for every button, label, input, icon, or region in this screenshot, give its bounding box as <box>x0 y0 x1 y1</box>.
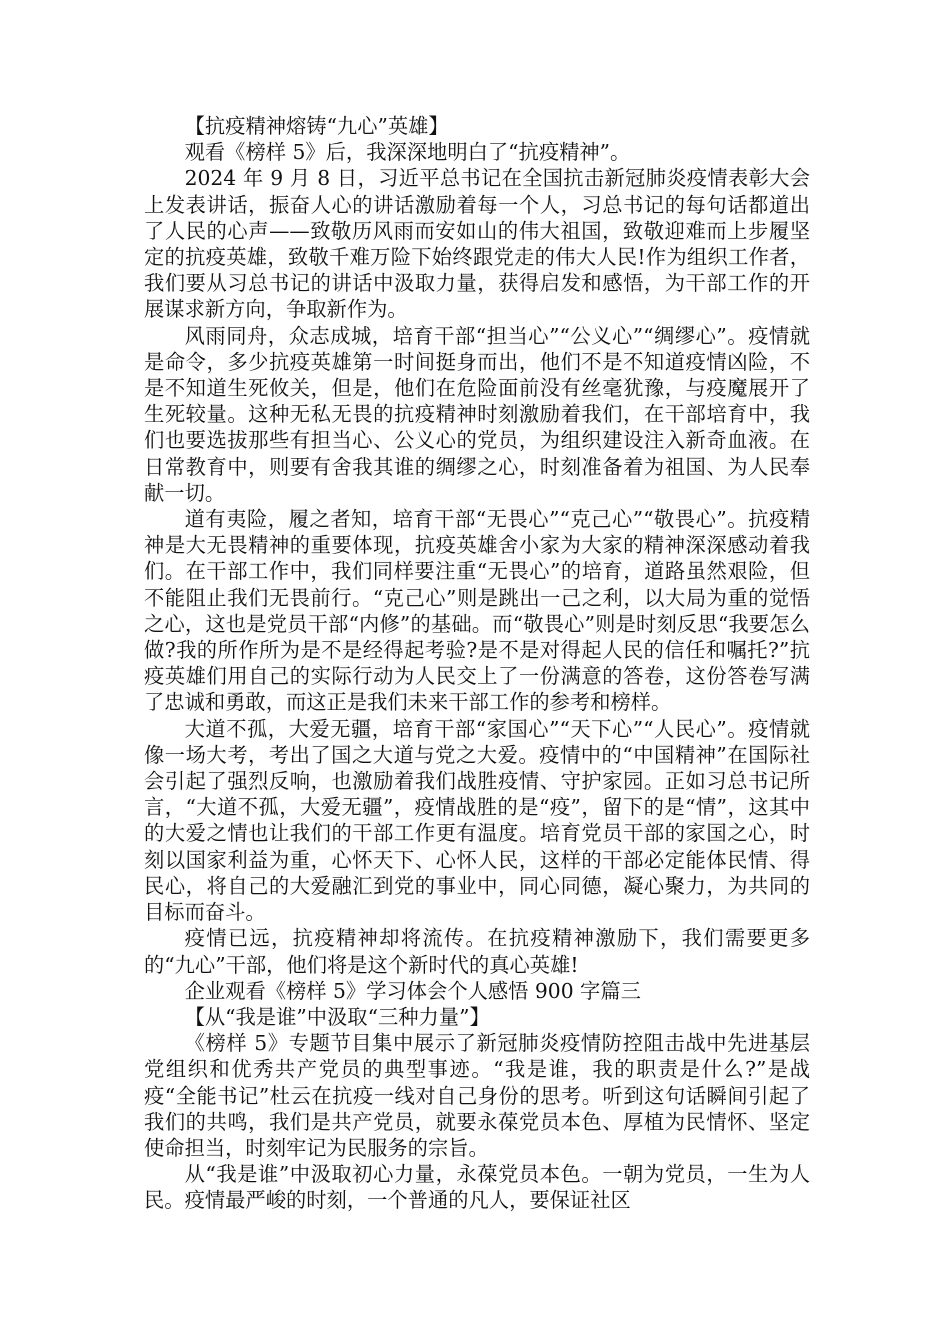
paragraph: 道有夷险，履之者知，培育干部“无畏心”“克己心”“敬畏心”。抗疫精神是大无畏精神的重要体现，抗疫英雄舍小家为大家的精神深深感动着我们。在干部工作中，我们同样要注重“无畏心”的培育，道路虽然艰险，但不能阻止我们无畏前行。“克己心”则是跳出一己之利，以大局为重的觉悟之心，这也是党员干部“内修”的基础。而“敬畏心”则是时刻反思“我要怎么做?我的所作所为是不是经得起考验?是不是对得起人民的信任和嘱托?”抗疫英雄们用自己的实际行动为人民交上了一份满意的答卷，这份答卷写满了忠诚和勇敢，而这正是我们未来干部工作的参考和榜样。 <box>144 507 810 715</box>
paragraph: 疫情已远，抗疫精神却将流传。在抗疫精神激励下，我们需要更多的“九心”干部，他们将是这个新时代的真心英雄! <box>144 926 810 977</box>
section-heading: 【抗疫精神熔铸“九心”英雄】 <box>184 114 449 138</box>
article-title: 企业观看《榜样 5》学习体会个人感悟 900 字篇三 <box>184 978 641 1003</box>
paragraph: 《榜样 5》专题节目集中展示了新冠肺炎疫情防控阻击战中先进基层党组织和优秀共产党员的典型事迹。“我是谁，我的职责是什么?”是战疫“全能书记”杜云在抗疫一线对自己身份的思考。听到这句话瞬间引起了我们的共鸣，我们是共产党员，就要永葆党员本色、厚植为民情怀、坚定使命担当，时刻牢记为民服务的宗旨。 <box>144 1031 810 1160</box>
paragraph: 观看《榜样 5》后，我深深地明白了“抗疫精神”。 <box>184 140 631 165</box>
paragraph: 大道不孤，大爱无疆，培育干部“家国心”“天下心”“人民心”。疫情就像一场大考，考出了国之大道与党之大爱。疫情中的“中国精神”在国际社会引起了强烈反响，也激励着我们战胜疫情、守护家园。正如习总书记所言，“大道不孤，大爱无疆”，疫情战胜的是“疫”，留下的是“情”，这其中的大爱之情也让我们的干部工作更有温度。培育党员干部的家国之心，时刻以国家利益为重，心怀天下、心怀人民，这样的干部必定能体民情、得民心，将自己的大爱融汇到党的事业中，同心同德，凝心聚力，为共同的目标而奋斗。 <box>144 716 810 925</box>
paragraph: 从“我是谁”中汲取初心力量，永葆党员本色。一朝为党员，一生为人民。疫情最严峻的时刻，一个普通的凡人，要保证社区 <box>144 1162 810 1213</box>
paragraph: 2024 年 9 月 8 日，习近平总书记在全国抗击新冠肺炎疫情表彰大会上发表讲话，振奋人心的讲话激励着每一个人，习总书记的每句话都道出了人民的心声——致敬历风雨而安如山的伟大祖国，致敬迎难而上步履坚定的抗疫英雄，致敬千难万险下始终跟党走的伟大人民!作为组织工作者，我们要从习总书记的讲话中汲取力量，获得启发和感悟，为干部工作的开展谋求新方向，争取新作为。 <box>144 166 810 322</box>
paragraph: 风雨同舟，众志成城，培育干部“担当心”“公义心”“绸缪心”。疫情就是命令，多少抗疫英雄第一时间挺身而出，他们不是不知道疫情凶险，不是不知道生死攸关，但是，他们在危险面前没有丝毫犹豫，与疫魔展开了生死较量。这种无私无畏的抗疫精神时刻激励着我们，在干部培育中，我们也要选拔那些有担当心、公义心的党员，为组织建设注入新奇血液。在日常教育中，则要有舍我其谁的绸缪之心，时刻准备着为祖国、为人民奉献一切。 <box>144 323 810 505</box>
section-heading: 【从“我是谁”中汲取“三种力量”】 <box>184 1004 490 1029</box>
document-body <box>144 113 810 1214</box>
